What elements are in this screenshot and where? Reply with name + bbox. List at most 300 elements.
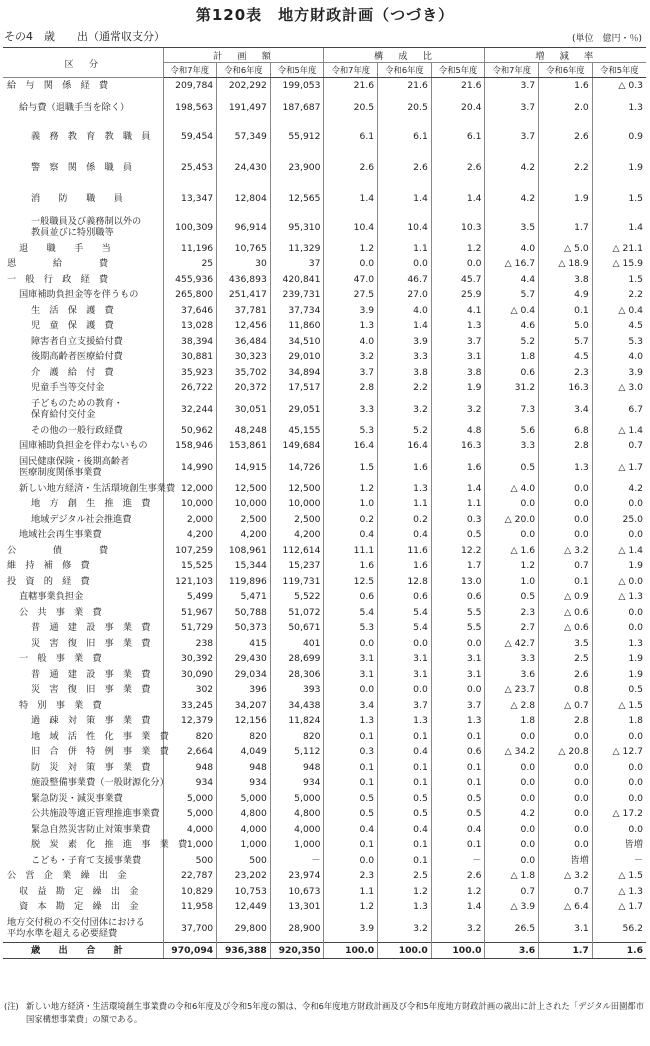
- expenditure-table: [3, 47, 646, 959]
- cell-value: 0.0: [485, 853, 539, 869]
- cell-value: 948: [163, 760, 217, 776]
- row-label-text: 退 職 手 当: [19, 242, 111, 254]
- cell-value: 45.7: [431, 272, 485, 288]
- cell-value: △ 0.4: [592, 303, 646, 319]
- cell-value: 1.3: [592, 636, 646, 652]
- table-row: [3, 744, 646, 760]
- total-value: 100.0: [431, 942, 485, 959]
- cell-value: 6.1: [324, 121, 378, 152]
- cell-value: 3.8: [378, 365, 432, 381]
- cell-value: 23,900: [270, 152, 324, 183]
- table-row: [3, 183, 646, 214]
- cell-value: 5.3: [324, 423, 378, 439]
- cell-value: 1.3: [592, 94, 646, 121]
- cell-value: 0.1: [378, 729, 432, 745]
- row-label: [3, 214, 163, 241]
- cell-value: 0.8: [539, 682, 593, 698]
- cell-value: 20,372: [217, 380, 271, 396]
- cell-value: 0.1: [378, 853, 432, 869]
- cell-value: 1.9: [592, 667, 646, 683]
- cell-value: 11,824: [270, 713, 324, 729]
- table-row: [3, 775, 646, 791]
- cell-value: 34,510: [270, 334, 324, 350]
- cell-value: 4.4: [485, 272, 539, 288]
- row-label-text: 公 営 企 業 繰 出 金: [7, 870, 127, 882]
- cell-value: 3.1: [539, 915, 593, 943]
- cell-value: △ 1.7: [592, 899, 646, 915]
- cell-value: 1,000: [163, 837, 217, 853]
- row-label: [3, 884, 163, 900]
- cell-value: 3.7: [431, 334, 485, 350]
- cell-value: △ 20.8: [539, 744, 593, 760]
- cell-value: 0.5: [324, 806, 378, 822]
- table-row: [3, 791, 646, 807]
- cell-value: 5,499: [163, 589, 217, 605]
- row-label: [3, 349, 163, 365]
- cell-value: 158,946: [163, 438, 217, 454]
- cell-value: 51,967: [163, 605, 217, 621]
- cell-value: 0.3: [431, 512, 485, 528]
- table-row: [3, 423, 646, 439]
- row-label-text: 公共施設等適正管理推進事業費: [31, 808, 160, 820]
- cell-value: 1.3: [378, 899, 432, 915]
- cell-value: 0.1: [431, 729, 485, 745]
- cell-value: 1.9: [592, 152, 646, 183]
- cell-value: 0.0: [539, 481, 593, 497]
- cell-value: 4,200: [163, 527, 217, 543]
- cell-value: 0.5: [324, 791, 378, 807]
- table-row: [3, 636, 646, 652]
- cell-value: 3.2: [324, 349, 378, 365]
- cell-value: 25: [163, 256, 217, 272]
- cell-value: 12.2: [431, 543, 485, 559]
- cell-value: 16.4: [378, 438, 432, 454]
- cell-value: 0.7: [539, 884, 593, 900]
- row-label-text: 旧 合 併 特 例 事 業 費: [31, 746, 169, 758]
- cell-value: 3.1: [431, 651, 485, 667]
- cell-value: 4,200: [217, 527, 271, 543]
- cell-value: 47.0: [324, 272, 378, 288]
- cell-value: 0.0: [539, 822, 593, 838]
- cell-value: 3.8: [431, 365, 485, 381]
- cell-value: 1.3: [431, 713, 485, 729]
- cell-value: 0.5: [378, 791, 432, 807]
- header-category: 区 分: [3, 48, 163, 78]
- cell-value: 0.1: [378, 837, 432, 853]
- cell-value: 0.0: [539, 512, 593, 528]
- footnote-mark: (注): [4, 1001, 19, 1011]
- cell-value: 3.3: [485, 438, 539, 454]
- row-label: [3, 94, 163, 121]
- cell-value: 1.2: [324, 241, 378, 257]
- header-group-ratio: 構 成 比: [324, 48, 485, 63]
- cell-value: 0.0: [485, 760, 539, 776]
- cell-value: 3.5: [485, 214, 539, 241]
- row-label-text: 児童手当等交付金: [31, 382, 105, 394]
- row-label-text: 地方交付税の不交付団体における: [7, 917, 145, 928]
- cell-value: 50,788: [217, 605, 271, 621]
- cell-value: 10.4: [324, 214, 378, 241]
- cell-value: △ 1.8: [485, 868, 539, 884]
- header-year: 令和7年度: [485, 63, 539, 78]
- cell-value: 46.7: [378, 272, 432, 288]
- table-row: [3, 318, 646, 334]
- cell-value: 11.6: [378, 543, 432, 559]
- cell-value: 0.0: [539, 527, 593, 543]
- cell-value: 4.2: [485, 152, 539, 183]
- page-title: 第120表 地方財政計画（つづき）: [195, 6, 455, 24]
- cell-value: 3.7: [378, 698, 432, 714]
- cell-value: 0.2: [378, 512, 432, 528]
- table-row: [3, 303, 646, 319]
- cell-value: 3.7: [431, 698, 485, 714]
- cell-value: 28,699: [270, 651, 324, 667]
- cell-value: 2,000: [163, 512, 217, 528]
- cell-value: 2.6: [539, 121, 593, 152]
- table-row: [3, 620, 646, 636]
- row-label: [3, 713, 163, 729]
- cell-value: 1.3: [324, 318, 378, 334]
- cell-value: 3.2: [431, 396, 485, 423]
- row-label-text: 国民健康保険・後期高齢者: [19, 456, 130, 467]
- cell-value: 5,471: [217, 589, 271, 605]
- row-label: [3, 365, 163, 381]
- cell-value: 436,893: [217, 272, 271, 288]
- cell-value: 55,912: [270, 121, 324, 152]
- cell-value: 21.6: [324, 78, 378, 94]
- cell-value: 11,860: [270, 318, 324, 334]
- cell-value: 0.0: [324, 636, 378, 652]
- cell-value: 12,379: [163, 713, 217, 729]
- cell-value: 4.0: [485, 241, 539, 257]
- cell-value: 0.1: [324, 760, 378, 776]
- cell-value: 1.6: [378, 454, 432, 481]
- cell-value: 0.5: [431, 806, 485, 822]
- cell-value: 2,500: [270, 512, 324, 528]
- cell-value: 401: [270, 636, 324, 652]
- table-row: [3, 667, 646, 683]
- total-value: 1.7: [539, 942, 593, 959]
- cell-value: 20.4: [431, 94, 485, 121]
- cell-value: 4.0: [324, 334, 378, 350]
- row-label-text-line2: 平均水準を超える必要経費: [7, 928, 118, 939]
- cell-value: 1.9: [539, 183, 593, 214]
- cell-value: 0.7: [592, 438, 646, 454]
- cell-value: 2.5: [378, 868, 432, 884]
- cell-value: 5.5: [431, 605, 485, 621]
- cell-value: 820: [163, 729, 217, 745]
- cell-value: 30,323: [217, 349, 271, 365]
- cell-value: 1.2: [431, 241, 485, 257]
- cell-value: 0.3: [324, 744, 378, 760]
- cell-value: 238: [163, 636, 217, 652]
- row-label: [3, 527, 163, 543]
- cell-value: △ 16.7: [485, 256, 539, 272]
- cell-value: 500: [217, 853, 271, 869]
- cell-value: 0.0: [485, 496, 539, 512]
- cell-value: 0.1: [431, 775, 485, 791]
- cell-value: △ 20.0: [485, 512, 539, 528]
- table-row: [3, 651, 646, 667]
- cell-value: 153,861: [217, 438, 271, 454]
- cell-value: 5,522: [270, 589, 324, 605]
- row-label: [3, 822, 163, 838]
- cell-value: 0.1: [378, 775, 432, 791]
- cell-value: 1,000: [270, 837, 324, 853]
- header-group-change: 増 減 率: [485, 48, 646, 63]
- cell-value: 0.0: [539, 496, 593, 512]
- cell-value: 302: [163, 682, 217, 698]
- table-row: [3, 287, 646, 303]
- cell-value: 3.3: [378, 349, 432, 365]
- row-label: [3, 729, 169, 745]
- cell-value: 0.0: [431, 256, 485, 272]
- cell-value: 5.2: [485, 334, 539, 350]
- total-value: 100.0: [378, 942, 432, 959]
- cell-value: 500: [163, 853, 217, 869]
- cell-value: 4,200: [270, 527, 324, 543]
- cell-value: 2.0: [539, 94, 593, 121]
- row-label: [3, 899, 163, 915]
- table-row: [3, 454, 646, 481]
- cell-value: 0.0: [324, 853, 378, 869]
- cell-value: 3.1: [431, 667, 485, 683]
- cell-value: 0.1: [378, 760, 432, 776]
- cell-value: 112,614: [270, 543, 324, 559]
- cell-value: 37,734: [270, 303, 324, 319]
- cell-value: △ 0.4: [485, 303, 539, 319]
- cell-value: 0.0: [539, 837, 593, 853]
- cell-value: 37,781: [217, 303, 271, 319]
- row-label: [3, 868, 163, 884]
- cell-value: △ 1.3: [592, 884, 646, 900]
- cell-value: 3.2: [431, 915, 485, 943]
- cell-value: 57,349: [217, 121, 271, 152]
- cell-value: 0.0: [324, 682, 378, 698]
- row-label: [3, 121, 163, 152]
- cell-value: △ 34.2: [485, 744, 539, 760]
- row-label: [3, 183, 163, 214]
- cell-value: △ 1.6: [485, 543, 539, 559]
- table-row: [3, 884, 646, 900]
- cell-value: 948: [217, 760, 271, 776]
- cell-value: 0.6: [431, 744, 485, 760]
- unit-label: (単位 億円・％): [571, 34, 642, 44]
- row-label: [3, 651, 163, 667]
- total-row: [3, 942, 646, 959]
- row-label-text: 投 資 的 経 費: [7, 575, 90, 587]
- footnote-text: 新しい地方経済・生活環境創生事業費の令和6年度及び令和5年度の額は、令和6年度地方財政計画及び令和5年度地方財政計画の歳出に計上された「デジタル田園都市国家構想事業費」の額である。: [26, 1001, 644, 1024]
- cell-value: 2.6: [539, 667, 593, 683]
- row-label: [3, 438, 163, 454]
- row-label-text: 災 害 復 旧 事 業 費: [31, 637, 151, 649]
- cell-value: 1.6: [378, 558, 432, 574]
- table-row: [3, 512, 646, 528]
- cell-value: 0.0: [592, 605, 646, 621]
- row-label-text: 生 活 保 護 費: [31, 304, 114, 316]
- cell-value: 6.8: [539, 423, 593, 439]
- row-label: [3, 837, 188, 853]
- row-label-text-line2: 医療制度関係事業費: [19, 467, 102, 478]
- cell-value: 0.4: [324, 822, 378, 838]
- cell-value: 2.6: [324, 152, 378, 183]
- table-row: [3, 713, 646, 729]
- cell-value: 0.4: [378, 822, 432, 838]
- cell-value: 1.4: [431, 183, 485, 214]
- cell-value: 56.2: [592, 915, 646, 943]
- row-label: [3, 334, 163, 350]
- row-label-text: 後期高齢者医療給付費: [31, 351, 123, 363]
- row-label: [3, 915, 163, 943]
- row-label: [3, 287, 163, 303]
- cell-value: 5.4: [378, 620, 432, 636]
- cell-value: 25.9: [431, 287, 485, 303]
- row-label: [3, 682, 163, 698]
- cell-value: 149,684: [270, 438, 324, 454]
- header-year: 令和5年度: [592, 63, 646, 78]
- header-year: 令和6年度: [539, 63, 593, 78]
- cell-value: 0.0: [592, 527, 646, 543]
- cell-value: 30,881: [163, 349, 217, 365]
- row-label-text: 一 般 事 業 費: [19, 653, 102, 665]
- cell-value: 820: [217, 729, 271, 745]
- row-label-text: こども・子育て支援事業費: [31, 854, 142, 866]
- cell-value: 396: [217, 682, 271, 698]
- row-label-text: 普 通 建 設 事 業 費: [31, 622, 151, 634]
- row-label-text: 直轄事業負担金: [19, 591, 84, 603]
- cell-value: 2.8: [324, 380, 378, 396]
- cell-value: 191,497: [217, 94, 271, 121]
- table-row: [3, 256, 646, 272]
- cell-value: 0.1: [431, 760, 485, 776]
- cell-value: 0.0: [592, 760, 646, 776]
- cell-value: 187,687: [270, 94, 324, 121]
- cell-value: 27.5: [324, 287, 378, 303]
- total-value: 970,094: [163, 942, 217, 959]
- cell-value: 皆増: [539, 853, 593, 869]
- cell-value: 12,449: [217, 899, 271, 915]
- table-row: [3, 214, 646, 241]
- cell-value: 3.3: [485, 651, 539, 667]
- cell-value: 2.6: [431, 868, 485, 884]
- cell-value: 5.0: [539, 318, 593, 334]
- cell-value: 2,664: [163, 744, 217, 760]
- row-label-text: 地域社会再生事業費: [19, 529, 102, 541]
- cell-value: △ 0.7: [539, 698, 593, 714]
- cell-value: 5.7: [485, 287, 539, 303]
- table-row: [3, 527, 646, 543]
- cell-value: △ 18.9: [539, 256, 593, 272]
- table-row: [3, 349, 646, 365]
- cell-value: 1.8: [592, 713, 646, 729]
- cell-value: 0.1: [539, 574, 593, 590]
- cell-value: 1.9: [431, 380, 485, 396]
- cell-value: 13,347: [163, 183, 217, 214]
- cell-value: 2.6: [431, 152, 485, 183]
- cell-value: 3.1: [378, 667, 432, 683]
- cell-value: △ 0.6: [539, 605, 593, 621]
- cell-value: 934: [163, 775, 217, 791]
- cell-value: 0.0: [378, 682, 432, 698]
- cell-value: 24,430: [217, 152, 271, 183]
- cell-value: 5.4: [378, 605, 432, 621]
- row-label: [3, 589, 163, 605]
- header-year: 令和6年度: [378, 63, 432, 78]
- cell-value: 948: [270, 760, 324, 776]
- cell-value: 10.4: [378, 214, 432, 241]
- total-label: [3, 942, 163, 959]
- cell-value: 11,329: [270, 241, 324, 257]
- cell-value: 10,673: [270, 884, 324, 900]
- cell-value: 12.5: [324, 574, 378, 590]
- cell-value: 1,000: [217, 837, 271, 853]
- cell-value: 50,962: [163, 423, 217, 439]
- cell-value: 5,000: [217, 791, 271, 807]
- cell-value: 0.5: [485, 454, 539, 481]
- header-year: 令和6年度: [217, 63, 271, 78]
- table-row: [3, 380, 646, 396]
- row-label-text: 脱 炭 素 化 推 進 事 業 費: [31, 839, 188, 851]
- cell-value: 2.8: [539, 713, 593, 729]
- table-row: [3, 558, 646, 574]
- cell-value: 1.8: [485, 713, 539, 729]
- row-label-text: 国庫補助負担金等を伴うもの: [19, 289, 139, 301]
- cell-value: 0.0: [485, 527, 539, 543]
- cell-value: 4,000: [270, 822, 324, 838]
- cell-value: △ 42.7: [485, 636, 539, 652]
- cell-value: △ 3.9: [485, 899, 539, 915]
- cell-value: 2.2: [592, 287, 646, 303]
- cell-value: 5.5: [431, 620, 485, 636]
- cell-value: 50,373: [217, 620, 271, 636]
- cell-value: 5.6: [485, 423, 539, 439]
- cell-value: 3.5: [539, 636, 593, 652]
- cell-value: 0.6: [324, 589, 378, 605]
- cell-value: 1.6: [539, 78, 593, 94]
- cell-value: 51,729: [163, 620, 217, 636]
- cell-value: 1.2: [324, 481, 378, 497]
- cell-value: 12,804: [217, 183, 271, 214]
- cell-value: 29,051: [270, 396, 324, 423]
- cell-value: 1.7: [431, 558, 485, 574]
- table-row: [3, 915, 646, 943]
- row-label-text: 地域デジタル社会推進費: [31, 513, 132, 525]
- cell-value: 0.0: [592, 729, 646, 745]
- cell-value: 37,646: [163, 303, 217, 319]
- row-label: [3, 698, 163, 714]
- table-row: [3, 806, 646, 822]
- cell-value: 1.1: [324, 884, 378, 900]
- cell-value: 5.7: [539, 334, 593, 350]
- total-value: 100.0: [324, 942, 378, 959]
- cell-value: 0.1: [324, 775, 378, 791]
- cell-value: 1.5: [592, 272, 646, 288]
- cell-value: 202,292: [217, 78, 271, 94]
- cell-value: 13,301: [270, 899, 324, 915]
- cell-value: △ 12.7: [592, 744, 646, 760]
- cell-value: 20.5: [324, 94, 378, 121]
- cell-value: 12,156: [217, 713, 271, 729]
- cell-value: 1.4: [431, 481, 485, 497]
- cell-value: 4.5: [592, 318, 646, 334]
- cell-value: 4.0: [592, 349, 646, 365]
- row-label: [3, 318, 163, 334]
- cell-value: 934: [217, 775, 271, 791]
- cell-value: 0.0: [431, 636, 485, 652]
- cell-value: 0.0: [431, 682, 485, 698]
- table-row: [3, 365, 646, 381]
- cell-value: 皆増: [592, 837, 646, 853]
